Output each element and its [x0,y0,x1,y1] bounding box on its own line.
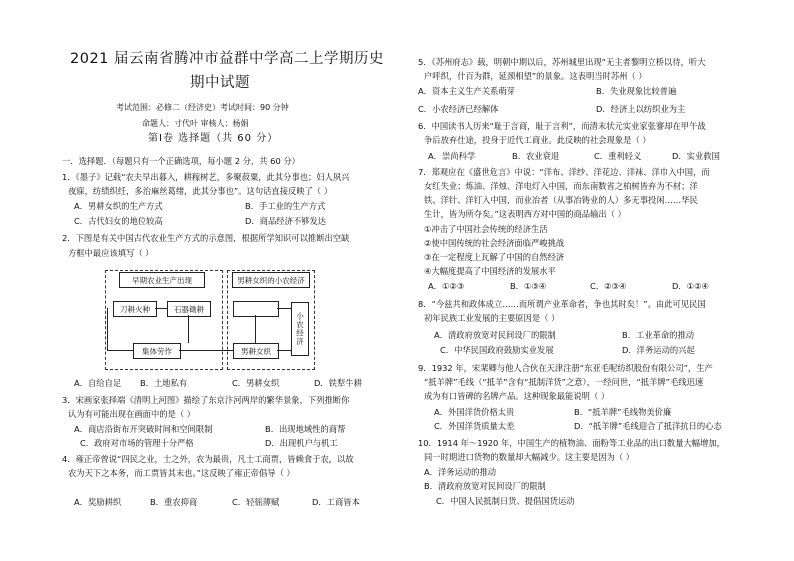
question-7-option-d: D．①②④ [672,281,709,291]
arrow-blank-down [255,315,256,343]
question-9-stem: 9．1932 年，宋棐卿与他人合伙在天津注册“东亚毛呢纺织股份有限公司”，生产 [418,363,713,373]
section-title: 第Ⅰ卷 选择题（共 60 分） [148,133,279,144]
small-economy-title: 男耕女织的小农经济 [232,272,310,288]
question-4-option-d: D．工商皆本 [312,497,360,507]
question-4-option-c: C．轻徭薄赋 [232,497,280,507]
question-9-option-a: A．外国洋货价格太贵 [434,407,515,417]
instruction: 一．选择题．（每题只有一个正确选项，每小题 2 分，共 60 分） [62,156,300,166]
question-3-option-d: D．出现机户与机工 [265,438,338,448]
question-5-option-d: D．经济上以纺织业为主 [596,104,686,114]
question-4-option-a: A．奖励耕织 [74,497,122,507]
question-1-option-d: D．商品经济不够发达 [245,216,327,226]
question-6-option-d: D．实业救国 [672,151,720,161]
question-3-stem-cont: 认为有可能出现在画面中的是（ ） [68,409,196,419]
question-8-option-c: C．中华民国政府鼓励实业发展 [440,345,554,355]
question-9-option-b: B．“抵羊牌”毛线物美价廉 [574,407,672,417]
question-2-option-c: C．男耕女织 [232,378,280,388]
question-3-option-c: C．政府对市场的管理十分严格 [80,438,194,448]
question-5-option-b: B．失业现象比较普遍 [596,86,677,96]
small-farmer-box: 小农经济 [291,302,309,356]
question-3-option-b: B．出现地域性的商帮 [265,424,346,434]
question-1-option-a: A．男耕女织的生产方式 [74,201,163,211]
slash-burn-box: 刀耕火种 [113,301,157,317]
question-1-stem: 1．《墨子》记载“农夫早出暮入，耕稼树艺，多聚菽粟，此其分事也；妇人夙兴 [62,172,350,182]
question-5-stem-cont: 户呼织，什百为群，延颈相望”的景象。这表明当时苏州（ ） [424,71,647,81]
question-9-option-c: C．外国洋货质量太差 [434,421,515,431]
question-4-stem: 4．雍正帝曾说“四民之业，士之外，农为最贵，凡士工商贾，皆赖食于农，以故 [62,454,354,464]
question-7-stem-cont3: 生计，皆为所夺矣。”这表明西方对中国的商品输出（ ） [424,209,626,219]
question-7-stem-cont1: 女红失业；炼油、洋烛、洋电灯入中国，而东南数省之柏树皆弃为不材；洋 [424,181,698,191]
arrow-left-link [107,308,108,350]
early-agriculture-label: 早期农业生产出现 [119,272,205,288]
question-7-item-1: ①冲击了中国社会传统的经济生活 [424,224,548,234]
question-1-stem-cont: 夜寐，纺绩织纴，多治麻丝葛绪，此其分事也”。这句话直接反映了（ ） [68,186,333,196]
blank-box [233,301,279,317]
question-8-stem: 8．“今兹共和政体成立……而所谓产业革命者，争也其时矣！”。由此可见民国 [418,299,706,309]
question-7-item-4: ④大幅度提高了中国经济的发展水平 [424,266,556,276]
question-10-option-a: A．洋务运动的推动 [424,467,497,477]
question-9-option-d: D．“抵羊牌”毛线迎合了抵洋抗日的心态 [574,421,722,431]
stone-hoe-box: 石器锄耕 [167,301,211,317]
question-5-stem: 5．《苏州府志》载，明朝中期以后，苏州城里出现“无主者黎明立桥以待，听大 [418,57,706,67]
question-5-option-a: A．资本主义生产关系萌芽 [418,86,515,96]
question-7-option-c: C．②③④ [590,281,627,291]
question-6-stem-cont: 争后放弃仕途，投身于近代工商业。此反映的社会现象是（ ） [424,135,651,145]
question-6-stem: 6．中国读书人历来“耻于言商，耻于言利”，而清末状元实业家张謇却在甲午战 [418,121,706,131]
question-2-option-d: D．铁犁牛耕 [314,378,362,388]
question-2-stem-cont: 方框中最应该填写（ ） [68,248,154,258]
question-7-item-3: ③在一定程度上瓦解了中国的自然经济 [424,252,565,262]
male-female-box: 男耕女织 [233,343,279,359]
question-7-option-b: B．①③④ [510,281,547,291]
question-5-option-c: C．小农经济已经解体 [418,104,499,114]
question-2-option-b: B．土地私有 [140,378,188,388]
arrow-male-right [277,350,291,351]
question-9-stem-cont1: “抵羊牌”毛线（“抵羊”含有“抵制洋货”之意），一经问世，“抵羊牌”毛线迅速 [424,377,704,387]
question-3-option-a: A．商店沿街布开突破时间和空间限制 [74,424,213,434]
exam-info: 考试范围：必修二（经济史）考试时间：90 分钟 [116,103,289,112]
question-7-item-2: ②使中国传统的社会经济面临严峻挑战 [424,238,565,248]
question-9-stem-cont2: 成为有口皆碑的名牌产品。这种现象最能说明（ ） [424,391,610,401]
question-6-option-b: B．农业衰退 [512,151,560,161]
question-6-option-c: C．重利轻义 [594,151,642,161]
question-3-stem: 3．宋画家张择端《清明上河图》描绘了东京汴河两岸的繁华景象，下列推断你 [62,395,350,405]
question-8-option-a: A．清政府放宽对民间设厂的限制 [434,330,556,340]
question-4-option-b: B．重农抑商 [150,497,198,507]
question-8-stem-cont: 初年民族工业发展的主要原因是（ ） [424,313,560,323]
question-1-option-b: B．手工业的生产方式 [245,201,326,211]
arrow-to-collective [107,350,133,351]
authors: 命题人：寸代叶 审核人：杨娟 [142,119,249,128]
question-10-option-b: B．清政府放宽对民间设厂的限制 [424,481,546,491]
question-8-option-b: B．工业革命的推动 [622,330,695,340]
question-7-stem-cont2: 铁、洋针、洋钉入中国，而业冶者（从事冶铸业的人）多无事投闲……华民 [424,195,698,205]
paper-title: 2021 届云南省腾冲市益群中学高二上学期历史 [70,51,385,67]
question-7-stem: 7．郑观应在《盛世危言》中说：“洋布、洋纱、洋花边、洋袜、洋巾入中国，而 [418,167,710,177]
question-10-stem-cont: 同一时期进口货物的数量却大幅减少。这主要是因为（ ） [424,452,635,462]
arrow-blank-right [277,308,291,309]
question-2-option-a: A．自给自足 [74,378,122,388]
question-8-option-d: D．洋务运动的兴起 [622,345,695,355]
question-6-option-a: A．崇尚科学 [428,151,476,161]
question-10-stem: 10．1914 年～1920 年，中国生产的植物油、面粉等工业品的出口数量大幅增加， [418,438,725,448]
arrow-slash-to-stone [155,308,167,309]
agriculture-diagram [99,268,317,371]
paper-title-line2: 期中试题 [190,75,250,91]
question-7-option-a: A．①②③ [428,281,465,291]
collective-labor-box: 集体劳作 [133,343,181,359]
question-10-option-c: C．中国人民抵制日货、提倡国货运动 [436,496,575,506]
arrow-stone-down [188,315,189,343]
question-1-option-c: C．古代妇女的地位较高 [74,216,163,226]
question-4-stem-cont: 农为天下之本务，而工贾皆其末也。”这反映了雍正帝倡导（ ） [68,468,295,478]
question-2-stem: 2．下图是有关中国古代农业生产方式的示意图，根据所学知识可以推断出空缺 [62,233,350,243]
